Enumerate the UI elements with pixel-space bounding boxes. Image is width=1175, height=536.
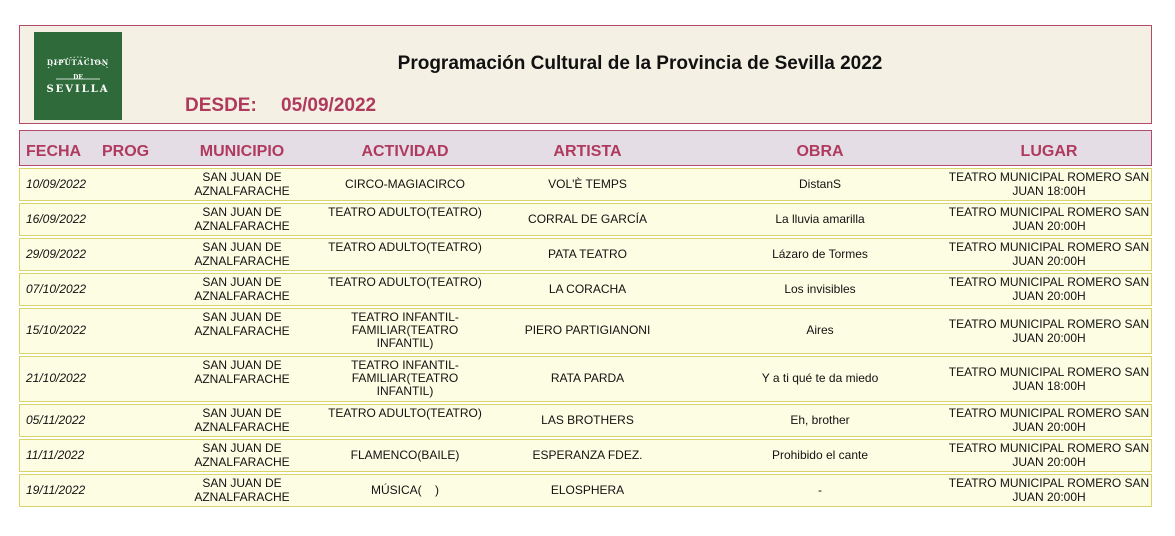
row-municipio-line1: SAN JUAN DE bbox=[202, 441, 282, 455]
logo-line-2: DE bbox=[73, 74, 83, 81]
header-fecha: FECHA bbox=[26, 143, 82, 160]
row-municipio-line1: SAN JUAN DE bbox=[202, 358, 282, 372]
row-lugar-line2: JUAN 20:00H bbox=[1012, 420, 1086, 434]
row-fecha: 19/11/2022 bbox=[26, 483, 86, 497]
header-lugar: LUGAR bbox=[1020, 143, 1078, 160]
row-municipio-line1: SAN JUAN DE bbox=[202, 406, 282, 420]
row-artista: ESPERANZA FDEZ. bbox=[532, 448, 643, 462]
row-municipio-line1: SAN JUAN DE bbox=[202, 240, 282, 254]
row-lugar-line1: TEATRO MUNICIPAL ROMERO SAN bbox=[948, 441, 1150, 455]
row-municipio-line2: AZNALFARACHE bbox=[194, 184, 290, 198]
row-lugar-line1: TEATRO MUNICIPAL ROMERO SAN bbox=[948, 275, 1150, 289]
header-actividad: ACTIVIDAD bbox=[361, 143, 449, 160]
desde-label: DESDE: bbox=[185, 95, 257, 116]
row-obra: Los invisibles bbox=[784, 282, 856, 296]
row-artista: RATA PARDA bbox=[550, 371, 625, 385]
row-fecha: 07/10/2022 bbox=[26, 282, 87, 296]
row-actividad-line1: TEATRO INFANTIL- bbox=[351, 358, 459, 372]
row-fecha: 11/11/2022 bbox=[26, 448, 85, 462]
row-municipio-line2: AZNALFARACHE bbox=[194, 289, 290, 303]
row-obra: - bbox=[818, 483, 822, 497]
row-lugar-line2: JUAN 20:00H bbox=[1012, 455, 1086, 469]
row-actividad-line2: FAMILIAR(TEATRO bbox=[351, 371, 459, 385]
row-actividad-line3: INFANTIL) bbox=[376, 384, 434, 398]
row-municipio-line2: AZNALFARACHE bbox=[194, 219, 290, 233]
row-artista: PATA TEATRO bbox=[548, 247, 627, 261]
row-artista: LA CORACHA bbox=[548, 282, 627, 296]
row-lugar-line2: JUAN 18:00H bbox=[1012, 379, 1086, 393]
row-municipio-line2: AZNALFARACHE bbox=[194, 324, 290, 338]
header-artista: ARTISTA bbox=[553, 143, 622, 160]
row-municipio-line2: AZNALFARACHE bbox=[194, 490, 290, 504]
row-lugar-line2: JUAN 20:00H bbox=[1012, 289, 1086, 303]
header-prog: PROG bbox=[102, 143, 150, 160]
row-actividad: TEATRO ADULTO(TEATRO) bbox=[328, 406, 482, 420]
row-artista: ELOSPHERA bbox=[550, 483, 625, 497]
diputacion-sevilla-logo bbox=[34, 32, 122, 120]
row-actividad-line1: TEATRO INFANTIL- bbox=[351, 310, 459, 324]
row-lugar-line2: JUAN 18:00H bbox=[1012, 184, 1086, 198]
row-lugar-line2: JUAN 20:00H bbox=[1012, 254, 1086, 268]
row-obra: Lázaro de Tormes bbox=[772, 247, 868, 261]
row-obra: La lluvia amarilla bbox=[775, 212, 865, 226]
table-row bbox=[19, 439, 1152, 472]
logo-line-3: SEVILLA bbox=[46, 84, 110, 95]
row-municipio-line2: AZNALFARACHE bbox=[194, 254, 290, 268]
row-municipio-line1: SAN JUAN DE bbox=[202, 170, 282, 184]
table-row bbox=[19, 356, 1152, 402]
row-obra: Eh, brother bbox=[790, 413, 850, 427]
row-obra: Y a ti qué te da miedo bbox=[761, 371, 879, 385]
table-row bbox=[19, 273, 1152, 306]
row-municipio-line1: SAN JUAN DE bbox=[202, 205, 282, 219]
row-municipio-line2: AZNALFARACHE bbox=[194, 372, 290, 386]
table-row bbox=[19, 404, 1152, 437]
report-header bbox=[19, 25, 1152, 124]
row-actividad: CIRCO-MAGIACIRCO bbox=[345, 177, 465, 191]
desde-date: 05/09/2022 bbox=[281, 95, 377, 116]
row-actividad: TEATRO ADULTO(TEATRO) bbox=[328, 205, 482, 219]
row-lugar-line1: TEATRO MUNICIPAL ROMERO SAN bbox=[948, 240, 1150, 254]
row-fecha: 05/11/2022 bbox=[26, 413, 86, 427]
table-row bbox=[19, 308, 1152, 354]
table-row bbox=[19, 203, 1152, 236]
row-lugar-line1: TEATRO MUNICIPAL ROMERO SAN bbox=[948, 365, 1150, 379]
page-title: Programación Cultural de la Provincia de Sevilla 2022 bbox=[397, 53, 883, 74]
row-artista: VOL'È TEMPS bbox=[548, 177, 627, 191]
row-lugar-line1: TEATRO MUNICIPAL ROMERO SAN bbox=[948, 476, 1150, 490]
row-actividad: MÚSICA( ) bbox=[371, 483, 439, 497]
row-actividad-line2: FAMILIAR(TEATRO bbox=[351, 323, 459, 337]
row-artista: PIERO PARTIGIANONI bbox=[524, 323, 651, 337]
row-municipio-line2: AZNALFARACHE bbox=[194, 420, 290, 434]
table-row bbox=[19, 168, 1152, 201]
row-obra: DistanS bbox=[798, 177, 842, 191]
row-municipio-line1: SAN JUAN DE bbox=[202, 310, 282, 324]
row-fecha: 10/09/2022 bbox=[26, 177, 87, 191]
row-municipio-line2: AZNALFARACHE bbox=[194, 455, 290, 469]
header-obra: OBRA bbox=[796, 143, 844, 160]
row-actividad-line3: INFANTIL) bbox=[376, 336, 434, 350]
row-fecha: 15/10/2022 bbox=[26, 323, 87, 337]
row-lugar-line2: JUAN 20:00H bbox=[1012, 331, 1086, 345]
row-lugar-line1: TEATRO MUNICIPAL ROMERO SAN bbox=[948, 317, 1150, 331]
row-obra: Aires bbox=[806, 323, 834, 337]
row-artista: LAS BROTHERS bbox=[541, 413, 634, 427]
row-actividad: TEATRO ADULTO(TEATRO) bbox=[328, 240, 482, 254]
row-fecha: 21/10/2022 bbox=[26, 371, 87, 385]
row-lugar-line1: TEATRO MUNICIPAL ROMERO SAN bbox=[948, 406, 1150, 420]
row-lugar-line1: TEATRO MUNICIPAL ROMERO SAN bbox=[948, 205, 1150, 219]
row-municipio-line1: SAN JUAN DE bbox=[202, 275, 282, 289]
table-header bbox=[19, 130, 1152, 166]
row-actividad: TEATRO ADULTO(TEATRO) bbox=[328, 275, 482, 289]
row-artista: CORRAL DE GARCÍA bbox=[528, 212, 647, 226]
row-fecha: 29/09/2022 bbox=[26, 247, 87, 261]
table-row bbox=[19, 474, 1152, 507]
header-municipio: MUNICIPIO bbox=[199, 143, 285, 160]
row-lugar-line1: TEATRO MUNICIPAL ROMERO SAN bbox=[948, 170, 1150, 184]
row-obra: Prohibido el cante bbox=[771, 448, 869, 462]
row-lugar-line2: JUAN 20:00H bbox=[1012, 219, 1086, 233]
logo-line-1: DIPUTACION bbox=[46, 58, 110, 67]
row-municipio-line1: SAN JUAN DE bbox=[202, 476, 282, 490]
row-lugar-line2: JUAN 20:00H bbox=[1012, 490, 1086, 504]
row-actividad: FLAMENCO(BAILE) bbox=[350, 448, 460, 462]
row-fecha: 16/09/2022 bbox=[26, 212, 87, 226]
table-row bbox=[19, 238, 1152, 271]
